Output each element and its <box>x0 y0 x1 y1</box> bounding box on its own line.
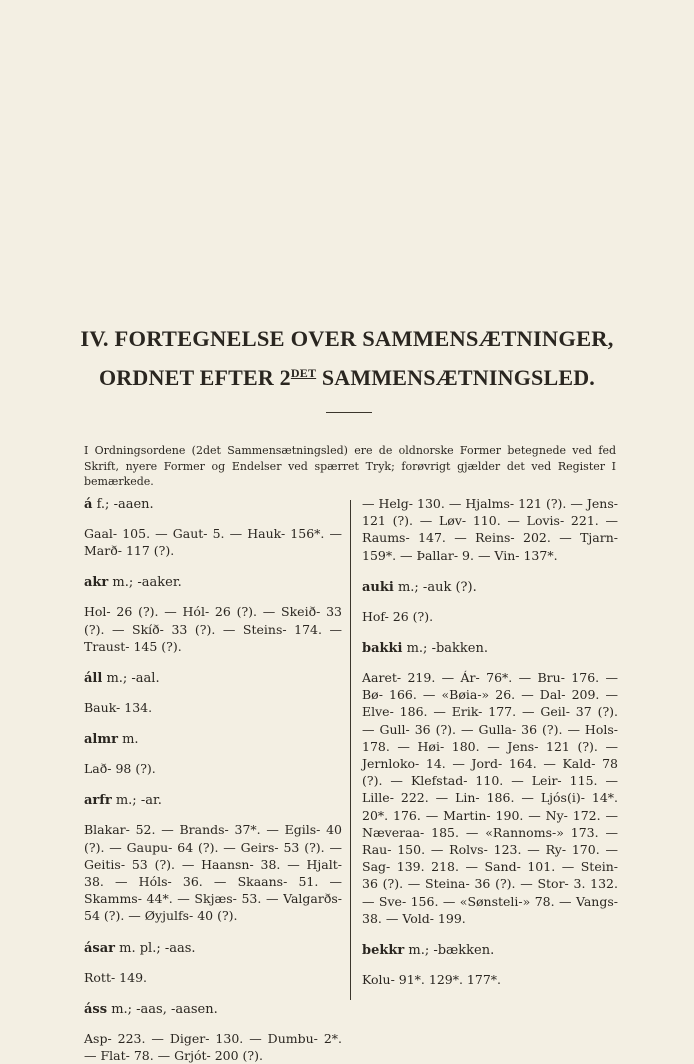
entry-body: Lað- 98 (?). <box>84 761 156 777</box>
ordinal-superscript: DET <box>290 366 317 380</box>
headword: ásar <box>84 940 116 956</box>
headword: bekkr <box>362 943 405 959</box>
section-title-line-1: IV. FORTEGNELSE OVER SAMMENSÆTNINGER, <box>80 326 614 351</box>
entry-ass <box>84 1000 342 1064</box>
section-title-line-2: ORDNET EFTER $2^{DET}$ SAMMENSÆTNINGSLED. <box>99 365 595 390</box>
grammar: m.; -bækken. <box>404 943 495 959</box>
right-column <box>362 495 618 988</box>
entry-all <box>84 669 342 716</box>
entry-body: Gaal- 105. — Gaut- 5. — Hauk- 156*. — Marð- 117 (?). <box>84 526 342 559</box>
entry-ass-continued <box>362 495 618 564</box>
column-divider <box>350 500 351 1000</box>
headword: bakki <box>362 641 403 657</box>
entry-body: Hof- 26 (?). <box>362 608 434 624</box>
entry-bekkr <box>362 941 618 988</box>
entry-body: Bauk- 134. <box>84 700 153 716</box>
headword: áll <box>84 671 103 687</box>
headword: á <box>84 497 93 512</box>
grammar: m.; -ar. <box>111 793 162 809</box>
intro-paragraph: I Ordningsordene (2det Sammensætningsled) ere de oldnorske Former betegnede ved fed Skrift, nyere Former og Endelser ved spærret Tryk; forøvrigt gjælder det ved Register I bemærkede. <box>84 444 616 488</box>
entry-asar <box>84 939 342 986</box>
entry-body: Kolu- 91*. 129*. 177*. <box>362 972 502 988</box>
headword: almr <box>84 732 118 748</box>
grammar: m.; -aal. <box>102 671 160 687</box>
entry-body: — Helg- 130. — Hjalms- 121 (?). — Jens- 121 (?). — Løv- 110. — Lovis- 221. — Raums- 147. — Reins- 202. — Tjarn- 159*. — Þallar- 9. — Vin- 137*. <box>362 496 618 563</box>
entry-auki <box>362 578 618 625</box>
title-rule <box>326 412 372 413</box>
entry-body: Asp- 223. — Diger- 130. — Dumbu- 2*. — Flat- 78. — Grjót- 200 (?). <box>84 1030 342 1064</box>
headword: akr <box>84 575 109 591</box>
entry-akr <box>84 573 342 655</box>
grammar: m.; -aas, -aasen. <box>107 1001 218 1017</box>
entry-body: Aaret- 219. — Ár- 76*. — Bru- 176. — Bø- 166. — «Bøia-» 26. — Dal- 209. — Elve- 186. — Erik- 177. — Geil- 37 (?). — Gull- 36 (?). — Gulla- 36 (?). — Hols- 178. — Høi- 180. — Jens- 121 (?). — Jernloko- 14. — Jord- 164. — Kald- 78 (?). — Klefstad- 110. — Leir- 115. — Lille- 222. — Lin- 186. — Ljós(i)- 14*. 20*. 176. — Martin- 190. — Ny- 172. — Næveraa- 185. — «Rannoms-» 173. — Rau- 150. — Rolvs- 123. — Ry- 170. — Sag- 139. 218. — Sand- 101. — Stein- 36 (?). — Steina- 36 (?). — Stor- 3. 132. — Sve- 156. — «Sønsteli-» 78. — Vangs- 38. — Vold- 199. <box>362 670 618 926</box>
left-column <box>84 495 342 1064</box>
entry-a <box>84 495 342 559</box>
grammar: m.; -bakken. <box>402 641 488 657</box>
entry-body: Rott- 149. <box>84 969 148 985</box>
entry-bakki <box>362 639 618 927</box>
grammar: f.; -aaen. <box>92 497 154 512</box>
headword: auki <box>362 579 394 595</box>
grammar: m.; -auk (?). <box>393 579 477 595</box>
grammar: m. pl.; -aas. <box>115 940 196 956</box>
grammar: m. <box>117 732 139 748</box>
entry-body: Blakar- 52. — Brands- 37*. — Egils- 40 (?). — Gaupu- 64 (?). — Geirs- 53 (?). — Geitis- 53 (?). — Haansn- 38. — Hjalt- 38. — Hóls- 36. — Skaans- 51. — Skamms- 44*. — Skjæs- 53. — Valgarðs- 54 (?). — Øyjulfs- 40 (?). <box>84 822 342 924</box>
headword: áss <box>84 1001 108 1017</box>
entry-almr <box>84 730 342 777</box>
headword: arfr <box>84 793 112 809</box>
entry-arfr <box>84 791 342 924</box>
entry-body: Hol- 26 (?). — Hól- 26 (?). — Skeið- 33 (?). — Skíð- 33 (?). — Steins- 174. — Traust- 145 (?). <box>84 604 342 654</box>
grammar: m.; -aaker. <box>108 575 182 591</box>
